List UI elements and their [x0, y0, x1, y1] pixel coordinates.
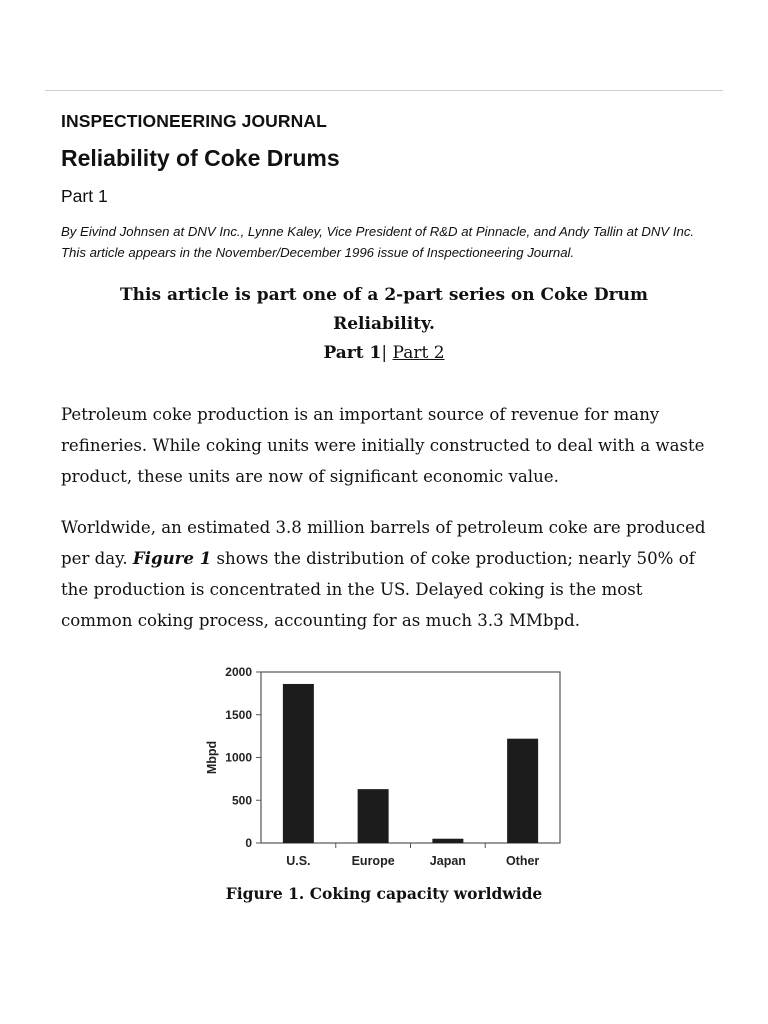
- part-2-link[interactable]: Part 2: [392, 343, 445, 363]
- y-tick-label: 0: [245, 836, 252, 850]
- current-part-label: Part 1: [323, 343, 382, 363]
- bar-other: [507, 739, 538, 843]
- y-tick-label: 1500: [225, 707, 252, 722]
- figure-caption: Figure 1. Coking capacity worldwide: [225, 884, 543, 903]
- x-tick-label: U.S.: [286, 854, 311, 868]
- body-paragraph-2: [61, 512, 716, 636]
- journal-name: INSPECTIONEERING JOURNAL: [61, 111, 327, 131]
- header-divider: [45, 90, 723, 91]
- coking-capacity-chart: [196, 656, 576, 882]
- article-part: Part 1: [61, 186, 108, 206]
- x-tick-label: Europe: [351, 854, 395, 868]
- paragraph-2-start: Worldwide, an estimated 3.8 million barrels of petroleum coke are produced per day.: [61, 518, 706, 568]
- y-tick-label: 2000: [225, 665, 252, 679]
- y-axis-label: Mbpd: [205, 740, 219, 775]
- y-tick-label: 1000: [225, 750, 252, 765]
- bar-japan: [432, 839, 463, 843]
- x-tick-label: Other: [505, 854, 540, 868]
- paragraph-2-end: shows the distribution of coke production; nearly 50% of the production is concentrated in the US. Delayed coking is the most common coking process, accounting for as much 3.3 MMbpd.: [61, 549, 695, 630]
- article-title: Reliability of Coke Drums: [61, 145, 340, 171]
- y-tick-label: 500: [231, 793, 252, 808]
- series-intro: This article is part one of a 2-part series on Coke Drum Reliability.: [120, 285, 648, 334]
- part-separator: |: [381, 343, 388, 363]
- article-byline: By Eivind Johnsen at DNV Inc., Lynne Kaley, Vice President of R&D at Pinnacle, and Andy Tallin at DNV Inc. This article appears in the November/December 1996 issue of Inspectioneering Journal.: [61, 224, 695, 260]
- bar-europe: [358, 789, 389, 843]
- bar-us: [283, 684, 314, 843]
- figure-reference: Figure 1: [132, 548, 212, 568]
- x-tick-label: Japan: [429, 854, 466, 868]
- series-navigation: [100, 341, 668, 365]
- body-paragraph-1: Petroleum coke production is an important source of revenue for many refineries. While coking units were initially constructed to deal with a waste product, these units are now of significant economic value.: [61, 405, 705, 486]
